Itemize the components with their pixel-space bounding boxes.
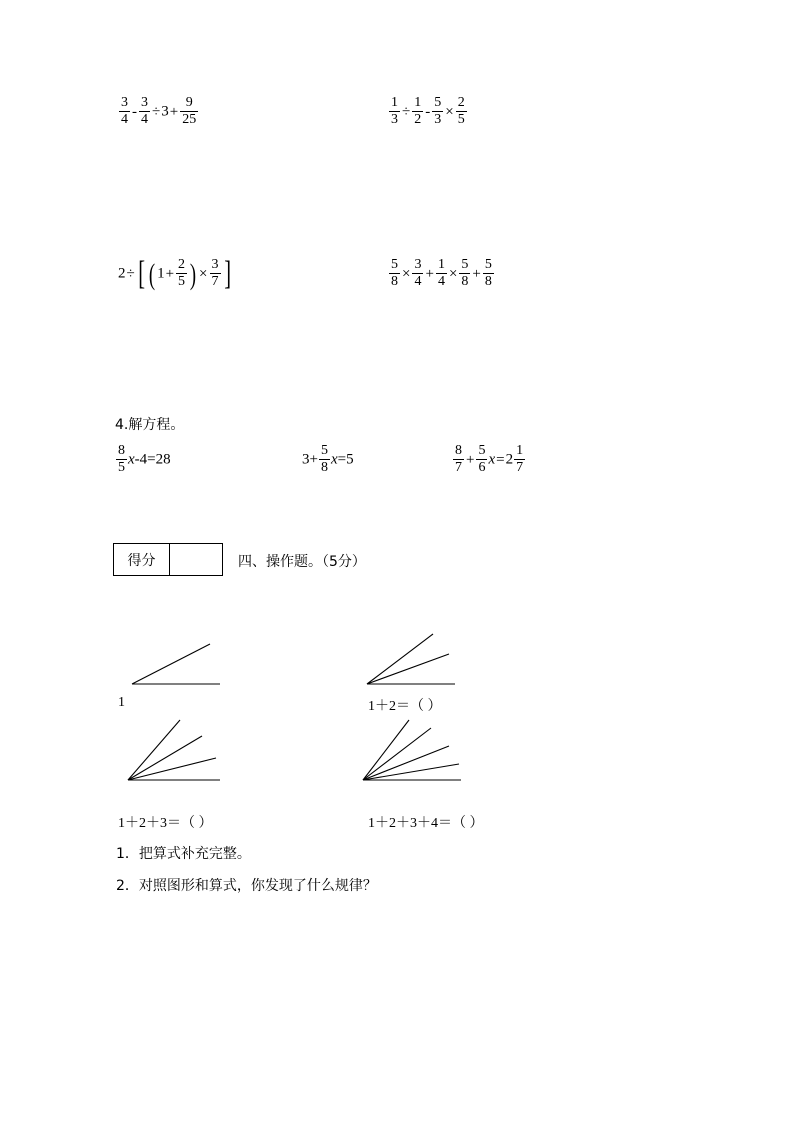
score-box — [113, 543, 223, 576]
fraction-3-7: $\frac{3}{7}$ — [211, 257, 219, 289]
expression-1: $\frac{3}{4}$ - $\frac{3}{4}$ ÷3+ $\frac{9}{25}$ — [121, 95, 197, 127]
fraction-5-8: $\frac{5}{8}$ — [461, 257, 469, 289]
equation-3: $\frac{8}{7}$ + $\frac{5}{6}$ x=2 $\frac{1}{7}$ — [452, 444, 526, 476]
score-label: 得分 — [114, 544, 170, 575]
figure-3-angle-diagram — [110, 718, 240, 784]
fraction-5-6: $\frac{5}{6}$ — [478, 443, 486, 475]
fraction-5-3: $\frac{5}{3}$ — [434, 95, 442, 127]
fraction-5-8: $\frac{5}{8}$ — [484, 257, 492, 289]
question-2: 2．对照图形和算式，你发现了什么规律？ — [116, 878, 377, 894]
expression-2: $\frac{1}{3}$ ÷ $\frac{1}{2}$ - $\frac{5}{3}$ × $\frac{2}{5}$ — [391, 95, 465, 127]
fraction-9-25: $\frac{9}{25}$ — [182, 95, 197, 127]
figure-2-angle-diagram — [345, 628, 475, 688]
question-1: 1．把算式补充完整。 — [116, 846, 251, 862]
fraction-8-5: $\frac{8}{5}$ — [118, 443, 125, 475]
fraction-3-4: $\frac{3}{4}$ — [141, 95, 148, 127]
figure-1-angle-diagram — [110, 628, 240, 688]
expression-3: 2÷[ ( 1+ $\frac{2}{5}$ ) × $\frac{3}{7}$ ] — [118, 254, 231, 292]
expression-4: $\frac{5}{8}$ × $\frac{3}{4}$ + $\frac{1}{4}$ × $\frac{5}{8}$ + $\frac{5}{8}$ — [391, 257, 492, 289]
section-title: 四、操作题。（5分） — [238, 554, 366, 570]
fraction-3-4: $\frac{3}{4}$ — [121, 95, 128, 127]
fraction-2-5: $\frac{2}{5}$ — [457, 95, 465, 127]
equation-1: $\frac{8}{5}$ x-4=28 — [118, 443, 171, 475]
figure-3-caption: 1＋2＋3＝（ ） — [118, 816, 213, 831]
figure-4-caption: 1＋2＋3＋4＝（ ） — [368, 816, 484, 831]
equation-2: 3+ $\frac{5}{8}$ x=5 — [302, 443, 354, 475]
mixed-number-2-1-7: 2 $\frac{1}{7}$ — [505, 443, 524, 475]
figure-1-caption: 1 — [118, 695, 125, 710]
fraction-5-8: $\frac{5}{8}$ — [320, 443, 328, 475]
fraction-5-8: $\frac{5}{8}$ — [391, 257, 398, 289]
figure-2-caption: 1＋2＝（ ） — [368, 699, 442, 714]
figure-4-angle-diagram — [345, 718, 485, 784]
equations-heading: 4.解方程。 — [115, 417, 185, 433]
fraction-8-7: $\frac{8}{7}$ — [455, 443, 462, 475]
fraction-2-5: $\frac{2}{5}$ — [178, 257, 186, 289]
fraction-1-3: $\frac{1}{3}$ — [391, 95, 398, 127]
score-value[interactable] — [170, 544, 222, 575]
fraction-1-4: $\frac{1}{4}$ — [437, 257, 445, 289]
fraction-1-2: $\frac{1}{2}$ — [414, 95, 422, 127]
fraction-3-4: $\frac{3}{4}$ — [414, 257, 422, 289]
